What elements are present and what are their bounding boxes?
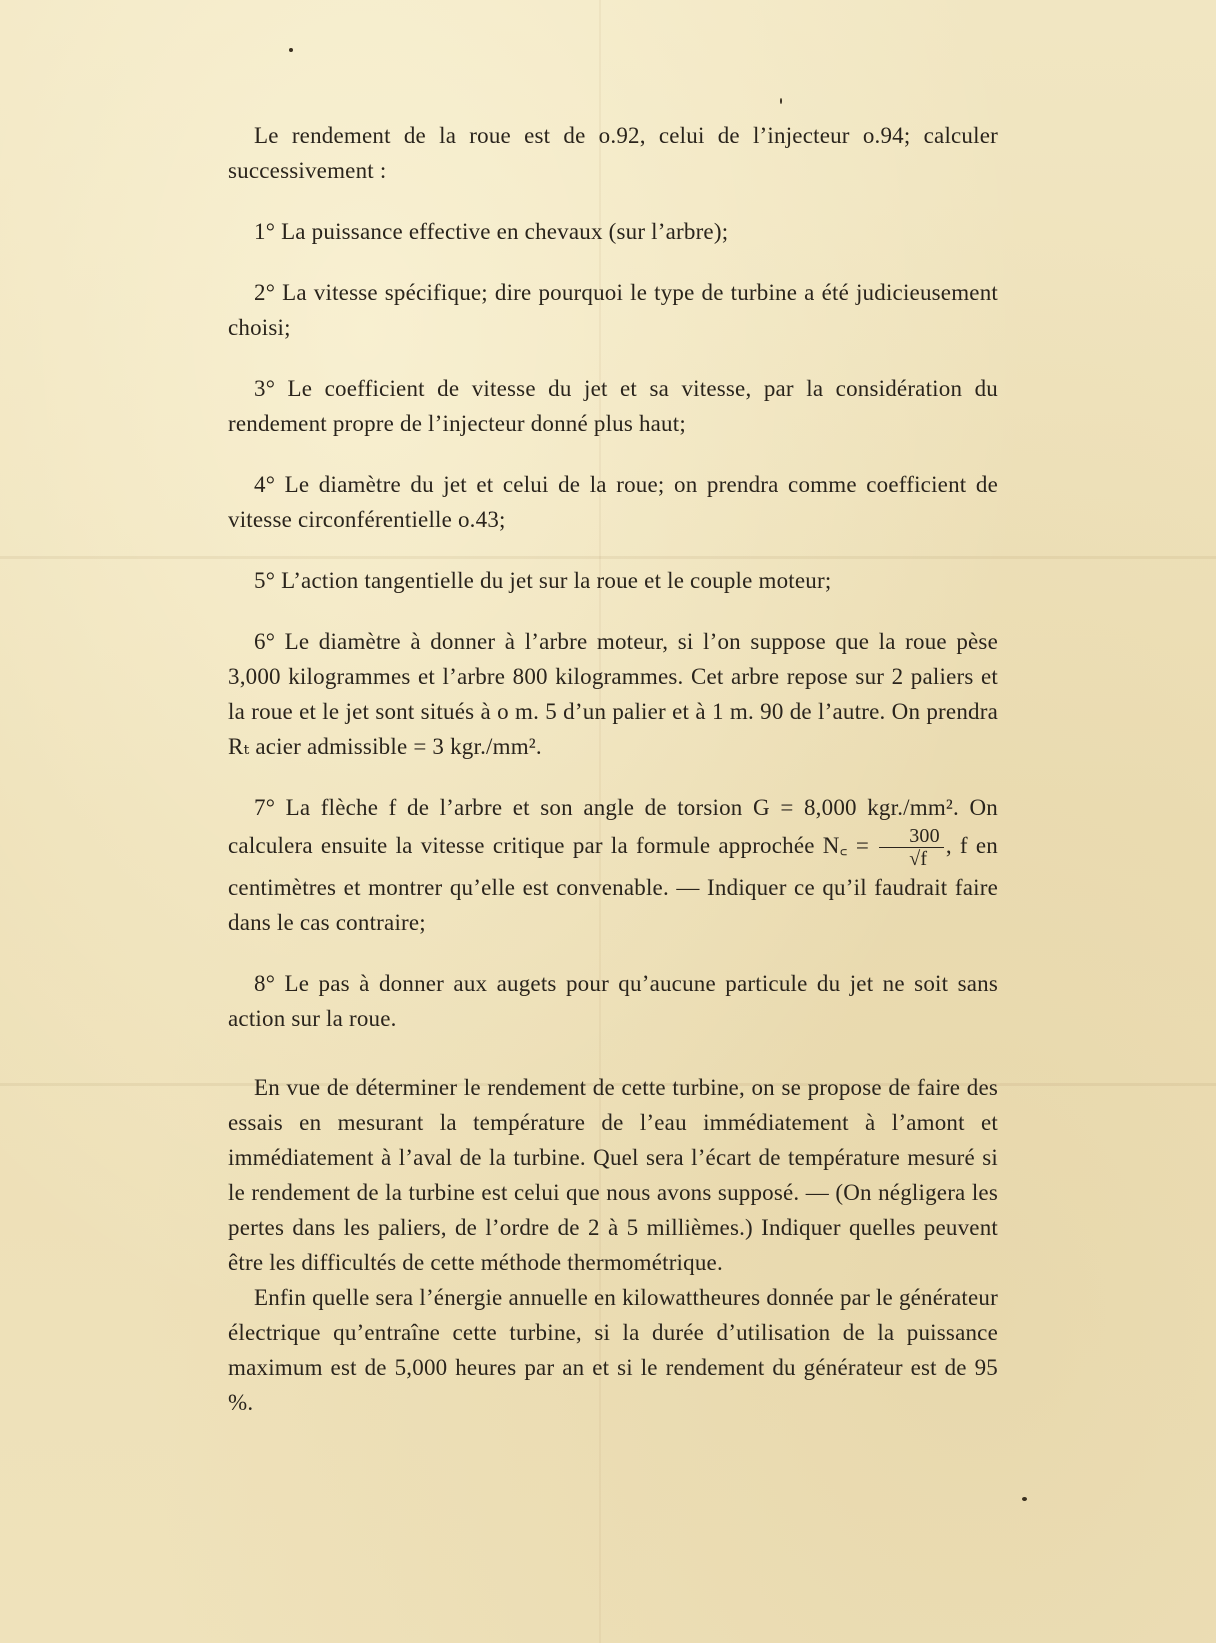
item-text: La flèche f de l’arbre et son angle de torsion G = 8,000 kgr./mm². On calculera ensuite la vitesse critique par la formule approchée N꜀ =	[228, 795, 998, 858]
fraction-denominator: √f	[909, 848, 928, 870]
item-number: 6°	[254, 629, 276, 654]
item-text: Le coefficient de vitesse du jet et sa vitesse, par la considération du rendement propre de l’injecteur donné plus haut;	[228, 376, 998, 436]
item-number: 7°	[254, 795, 276, 820]
item-number: 4°	[254, 472, 276, 497]
intro-paragraph: Le rendement de la roue est de o.92, celui de l’injecteur o.94; calculer successivement :	[228, 123, 998, 183]
list-item	[228, 563, 998, 598]
ink-speck	[289, 48, 293, 52]
ink-speck	[780, 98, 782, 104]
list-item	[228, 790, 998, 940]
item-number: 8°	[254, 971, 276, 996]
item-text: L’action tangentielle du jet sur la roue et le couple moteur;	[281, 568, 832, 593]
fraction-numerator: 300	[879, 825, 944, 848]
ink-speck	[1022, 1497, 1027, 1501]
list-item	[228, 371, 998, 441]
item-text: Le diamètre à donner à l’arbre moteur, si l’on suppose que la roue pèse 3,000 kilogrammes et l’arbre 800 kilogrammes. Cet arbre repose sur 2 paliers et la roue et le jet sont situés à o m. 5 d’un palier et à 1 m. 90 de l’autre. On prendra Rₜ acier admissible = 3 kgr./mm².	[228, 629, 998, 759]
closing-paragraph: En vue de déterminer le rendement de cette turbine, on se propose de faire des essais en mesurant la température de l’eau immédiatement à l’amont et immédiatement à l’aval de la turbine. Quel sera l’écart de température mesuré si le rendement de la turbine est celui que nous avons supposé. — (On négligera les pertes dans les paliers, de l’ordre de 2 à 5 millièmes.) Indiquer quelles peuvent être les difficultés de cette méthode thermométrique.	[228, 1075, 998, 1275]
item-number: 2°	[254, 280, 276, 305]
list-item	[228, 966, 998, 1036]
list-item	[228, 624, 998, 764]
item-text: La vitesse spécifique; dire pourquoi le type de turbine a été judicieusement choisi;	[228, 280, 999, 340]
item-number: 5°	[254, 568, 276, 593]
item-text: , f en centimètres et montrer qu’elle est convenable. — Indiquer ce qu’il faudrait faire dans le cas contraire;	[228, 832, 999, 935]
item-text: La puissance effective en chevaux (sur l’arbre);	[281, 219, 729, 244]
item-number: 1°	[254, 219, 276, 244]
item-text: Le pas à donner aux augets pour qu’aucune particule du jet ne soit sans action sur la roue.	[228, 971, 998, 1031]
formula-fraction	[879, 825, 944, 870]
closing-paragraph: Enfin quelle sera l’énergie annuelle en kilowattheures donnée par le générateur électrique qu’entraîne cette turbine, si la durée d’utilisation de la puissance maximum est de 5,000 heures par an et si le rendement du générateur est de 95 %.	[228, 1285, 998, 1415]
list-item	[228, 214, 998, 249]
document-page	[228, 118, 998, 1420]
list-item	[228, 275, 998, 345]
list-item	[228, 467, 998, 537]
item-text: Le diamètre du jet et celui de la roue; on prendra comme coefficient de vitesse circonférentielle o.43;	[228, 472, 998, 532]
item-number: 3°	[254, 376, 276, 401]
